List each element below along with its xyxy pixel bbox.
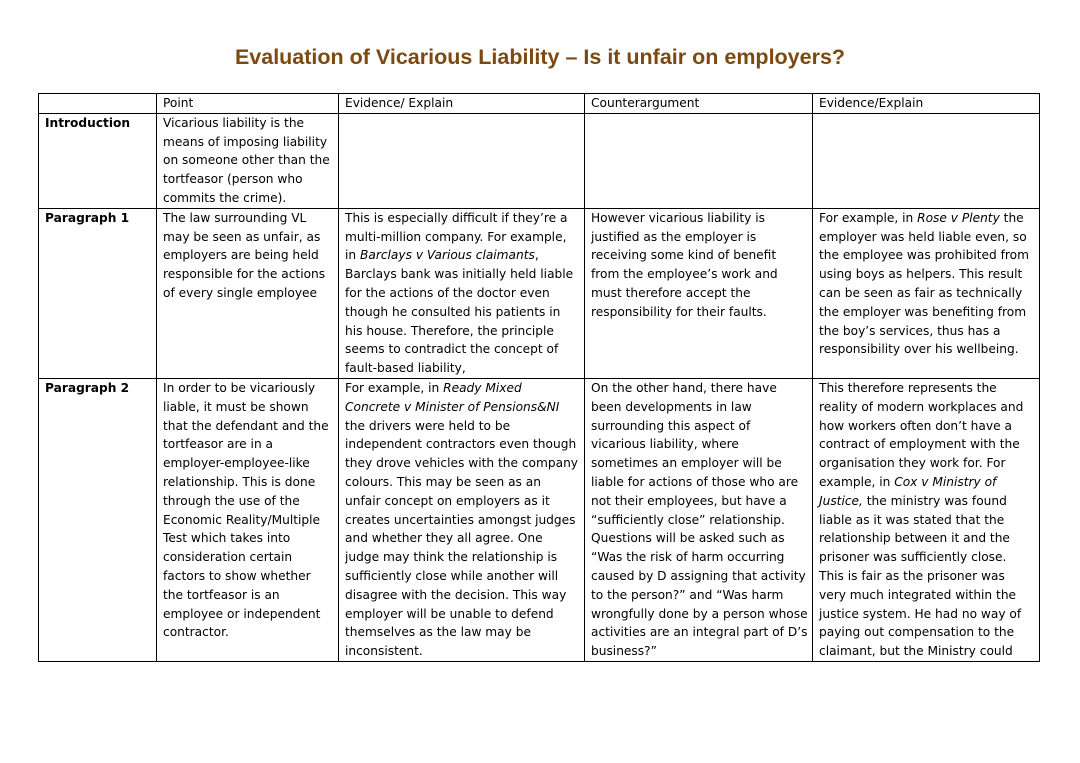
evidence-cell: [339, 378, 585, 661]
point-cell: The law surrounding VL may be seen as unfair, as employers are being held responsible for the actions of every single employee: [157, 208, 339, 378]
evidence-text: This therefore represents the reality of modern workplaces and how workers often don’t have a contract of employment with the organisation they work for. For example, in: [819, 380, 1024, 489]
evidence-cell-2: [813, 378, 1040, 661]
evidence-text: For example, in: [345, 380, 444, 395]
evidence-text: the drivers were held to be independent contractors even though they drove vehicles with the company colours. This may be seen as an unfair concept on employers as it creates uncertainties amongst judges and whether they all agree. One judge may think the relationship is sufficiently close while another will disagree with the decision. This way employer will be unable to defend themselves as the law may be inconsistent.: [345, 418, 579, 659]
header-cell-counterargument: Counterargument: [585, 94, 813, 114]
evidence-text: , Barclays bank was initially held liable for the actions of the doctor even though he consulted his patients in his house. Therefore, the principle seems to contradict the concept of fault-based liability,: [345, 248, 574, 376]
point-cell: In order to be vicariously liable, it must be shown that the defendant and the tortfeasor are in a employer-employee-like relationship. This is done through the use of the Economic Reality/Multiple Test which takes into consideration certain factors to show whether the tortfeasor is an employee or independent contractor.: [157, 378, 339, 661]
table-row-paragraph-1: [39, 208, 1040, 378]
evidence-text: For example, in: [819, 210, 918, 225]
evidence-cell-2: [813, 113, 1040, 208]
case-name: Ready Mixed Concrete v Minister of Pensions&NI: [345, 380, 560, 414]
header-cell-evidence: Evidence/ Explain: [339, 94, 585, 114]
table-header-row: [39, 94, 1040, 114]
evidence-text: the ministry was found liable as it was stated that the relationship between it and the prisoner was sufficiently close. This is fair as the prisoner was very much integrated within the justice system. He had no way of paying out compensation to the claimant, but the Ministry could: [819, 493, 1022, 659]
case-name: Barclays v Various claimants: [360, 248, 535, 263]
counterargument-cell: [585, 113, 813, 208]
header-cell-blank: [39, 94, 157, 114]
document-title: Evaluation of Vicarious Liability – Is it unfair on employers?: [234, 45, 846, 69]
row-label: Paragraph 2: [39, 378, 157, 661]
evaluation-table: [38, 93, 1040, 662]
table-row-introduction: [39, 113, 1040, 208]
counterargument-cell: However vicarious liability is justified as the employer is receiving some kind of benefit from the employee’s work and must therefore accept the responsibility for their faults.: [585, 208, 813, 378]
counterargument-cell: On the other hand, there have been developments in law surrounding this aspect of vicarious liability, where sometimes an employer will be liable for actions of those who are not their employees, but have a “sufficiently close” relationship. Questions will be asked such as “Was the risk of harm occurring caused by D assigning that activity to the person?” and “Was harm wrongfully done by a person whose activities are an integral part of D’s business?”: [585, 378, 813, 661]
evidence-cell: [339, 208, 585, 378]
evidence-cell-2: [813, 208, 1040, 378]
point-cell: Vicarious liability is the means of imposing liability on someone other than the tortfeasor (person who commits the crime).: [157, 113, 339, 208]
table-row-paragraph-2: [39, 378, 1040, 661]
evidence-text: This is especially difficult if they’re a multi-million company. For example, in: [345, 210, 568, 263]
header-cell-evidence-2: Evidence/Explain: [813, 94, 1040, 114]
case-name: Cox v Ministry of Justice,: [819, 474, 997, 508]
evidence-cell: [339, 113, 585, 208]
row-label: Introduction: [39, 113, 157, 208]
case-name: Rose v Plenty: [917, 210, 1000, 225]
header-cell-point: Point: [157, 94, 339, 114]
evidence-text: the employer was held liable even, so the employee was prohibited from using boys as helpers. This result can be seen as fair as technically the employer was benefiting from the boy’s services, thus has a responsibility over his wellbeing.: [819, 210, 1029, 357]
row-label: Paragraph 1: [39, 208, 157, 378]
